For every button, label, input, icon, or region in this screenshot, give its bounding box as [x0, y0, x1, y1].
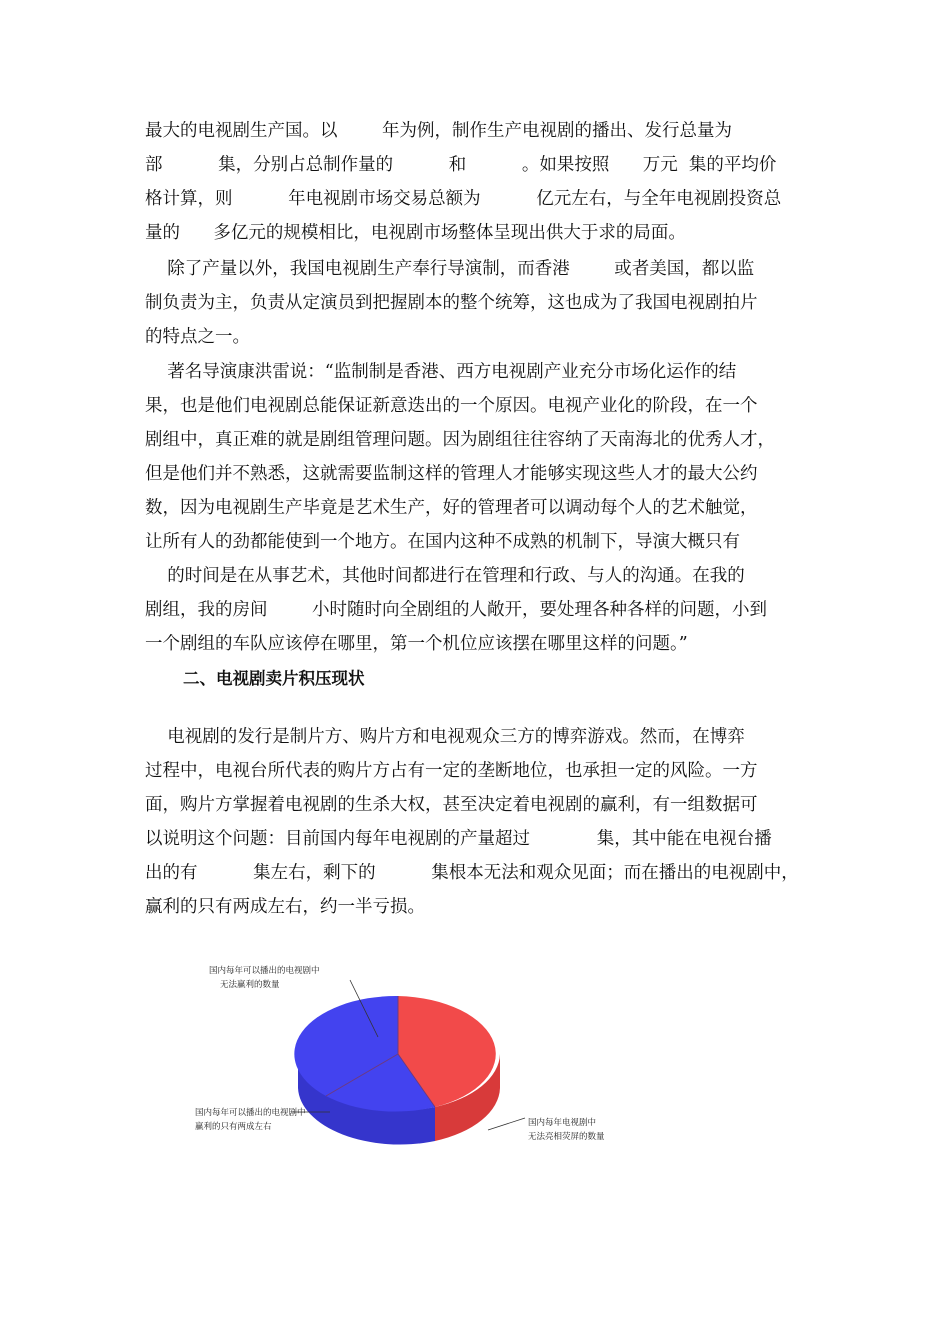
slice-label: 无法赢利的数量 — [220, 980, 280, 990]
text-line: 赢利的只有两成左右，约一半亏损。 — [145, 897, 425, 917]
text-line: 果，也是他们电视剧总能保证新意迭出的一个原因。电视产业化的阶段，在一个 — [145, 396, 758, 416]
text-line: 一个剧组的车队应该停在哪里，第一个机位应该摆在哪里这样的问题。” — [145, 634, 688, 654]
text-line: 数，因为电视剧生产毕竟是艺术生产，好的管理者可以调动每个人的艺术触觉， — [145, 498, 758, 518]
text-line: 除了产量以外，我国电视剧生产奉行导演制，而香港 或者美国，都以监 — [145, 259, 755, 279]
slice-label: 赢利的只有两成左右 — [195, 1122, 272, 1132]
text-line: 剧组，我的房间 小时随时向全剧组的人敞开，要处理各种各样的问题，小到 — [145, 600, 767, 620]
text-line: 出的有 集左右，剩下的 集根本无法和观众见面；而在播出的电视剧中， — [145, 863, 799, 883]
paragraph-3 — [145, 355, 811, 661]
text-line: 过程中，电视台所代表的购片方占有一定的垄断地位，也承担一定的风险。一方 — [145, 761, 758, 781]
text-line: 但是他们并不熟悉，这就需要监制这样的管理人才能够实现这些人才的最大公约 — [145, 464, 758, 484]
leader-line-unplayed — [488, 1118, 525, 1130]
text-line: 剧组中，真正难的就是剧组管理问题。因为剧组往往容纳了天南海北的优秀人才， — [145, 430, 775, 450]
paragraph-1 — [145, 114, 811, 250]
text-line: 著名导演康洪雷说：“监制制是香港、西方电视剧产业充分市场化运作的结 — [145, 362, 737, 382]
text-line: 以说明这个问题：目前国内每年电视剧的产量超过 集，其中能在电视台播 — [145, 829, 772, 849]
text-line: 面，购片方掌握着电视剧的生杀大权，甚至决定着电视剧的赢利，有一组数据可 — [145, 795, 758, 815]
text-line: 电视剧的发行是制片方、购片方和电视观众三方的博弈游戏。然而，在博弈 — [145, 727, 745, 747]
text-line: 的特点之一。 — [145, 327, 250, 347]
text-line: 制负责为主，负责从定演员到把握剧本的整个统筹，这也成为了我国电视剧拍片 — [145, 293, 758, 313]
text-line: 格计算，则 年电视剧市场交易总额为 亿元左右，与全年电视剧投资总 — [145, 189, 782, 209]
slice-label: 国内每年可以播出的电视剧中 — [195, 1108, 306, 1118]
slice-label: 国内每年可以播出的电视剧中 — [209, 966, 320, 976]
section-heading: 二、电视剧卖片积压现状 — [183, 669, 365, 688]
text-line: 让所有人的劲都能使到一个地方。在国内这种不成熟的机制下，导演大概只有 — [145, 532, 740, 552]
text-line: 部 集，分别占总制作量的 和 。如果按照 万元 集的平均价 — [145, 155, 777, 175]
slice-label: 国内每年电视剧中 — [528, 1118, 597, 1128]
text-line: 的时间是在从事艺术，其他时间都进行在管理和行政、与人的沟通。在我的 — [145, 566, 745, 586]
paragraph-4 — [145, 720, 811, 924]
paragraph-2 — [145, 252, 811, 354]
text-line: 量的 多亿元的规模相比，电视剧市场整体呈现出供大于求的局面。 — [145, 223, 686, 243]
slice-label: 无法亮相荧屏的数量 — [528, 1132, 605, 1142]
pie-chart — [180, 955, 650, 1155]
text-line: 最大的电视剧生产国。以 年为例，制作生产电视剧的播出、发行总量为 — [145, 121, 732, 141]
